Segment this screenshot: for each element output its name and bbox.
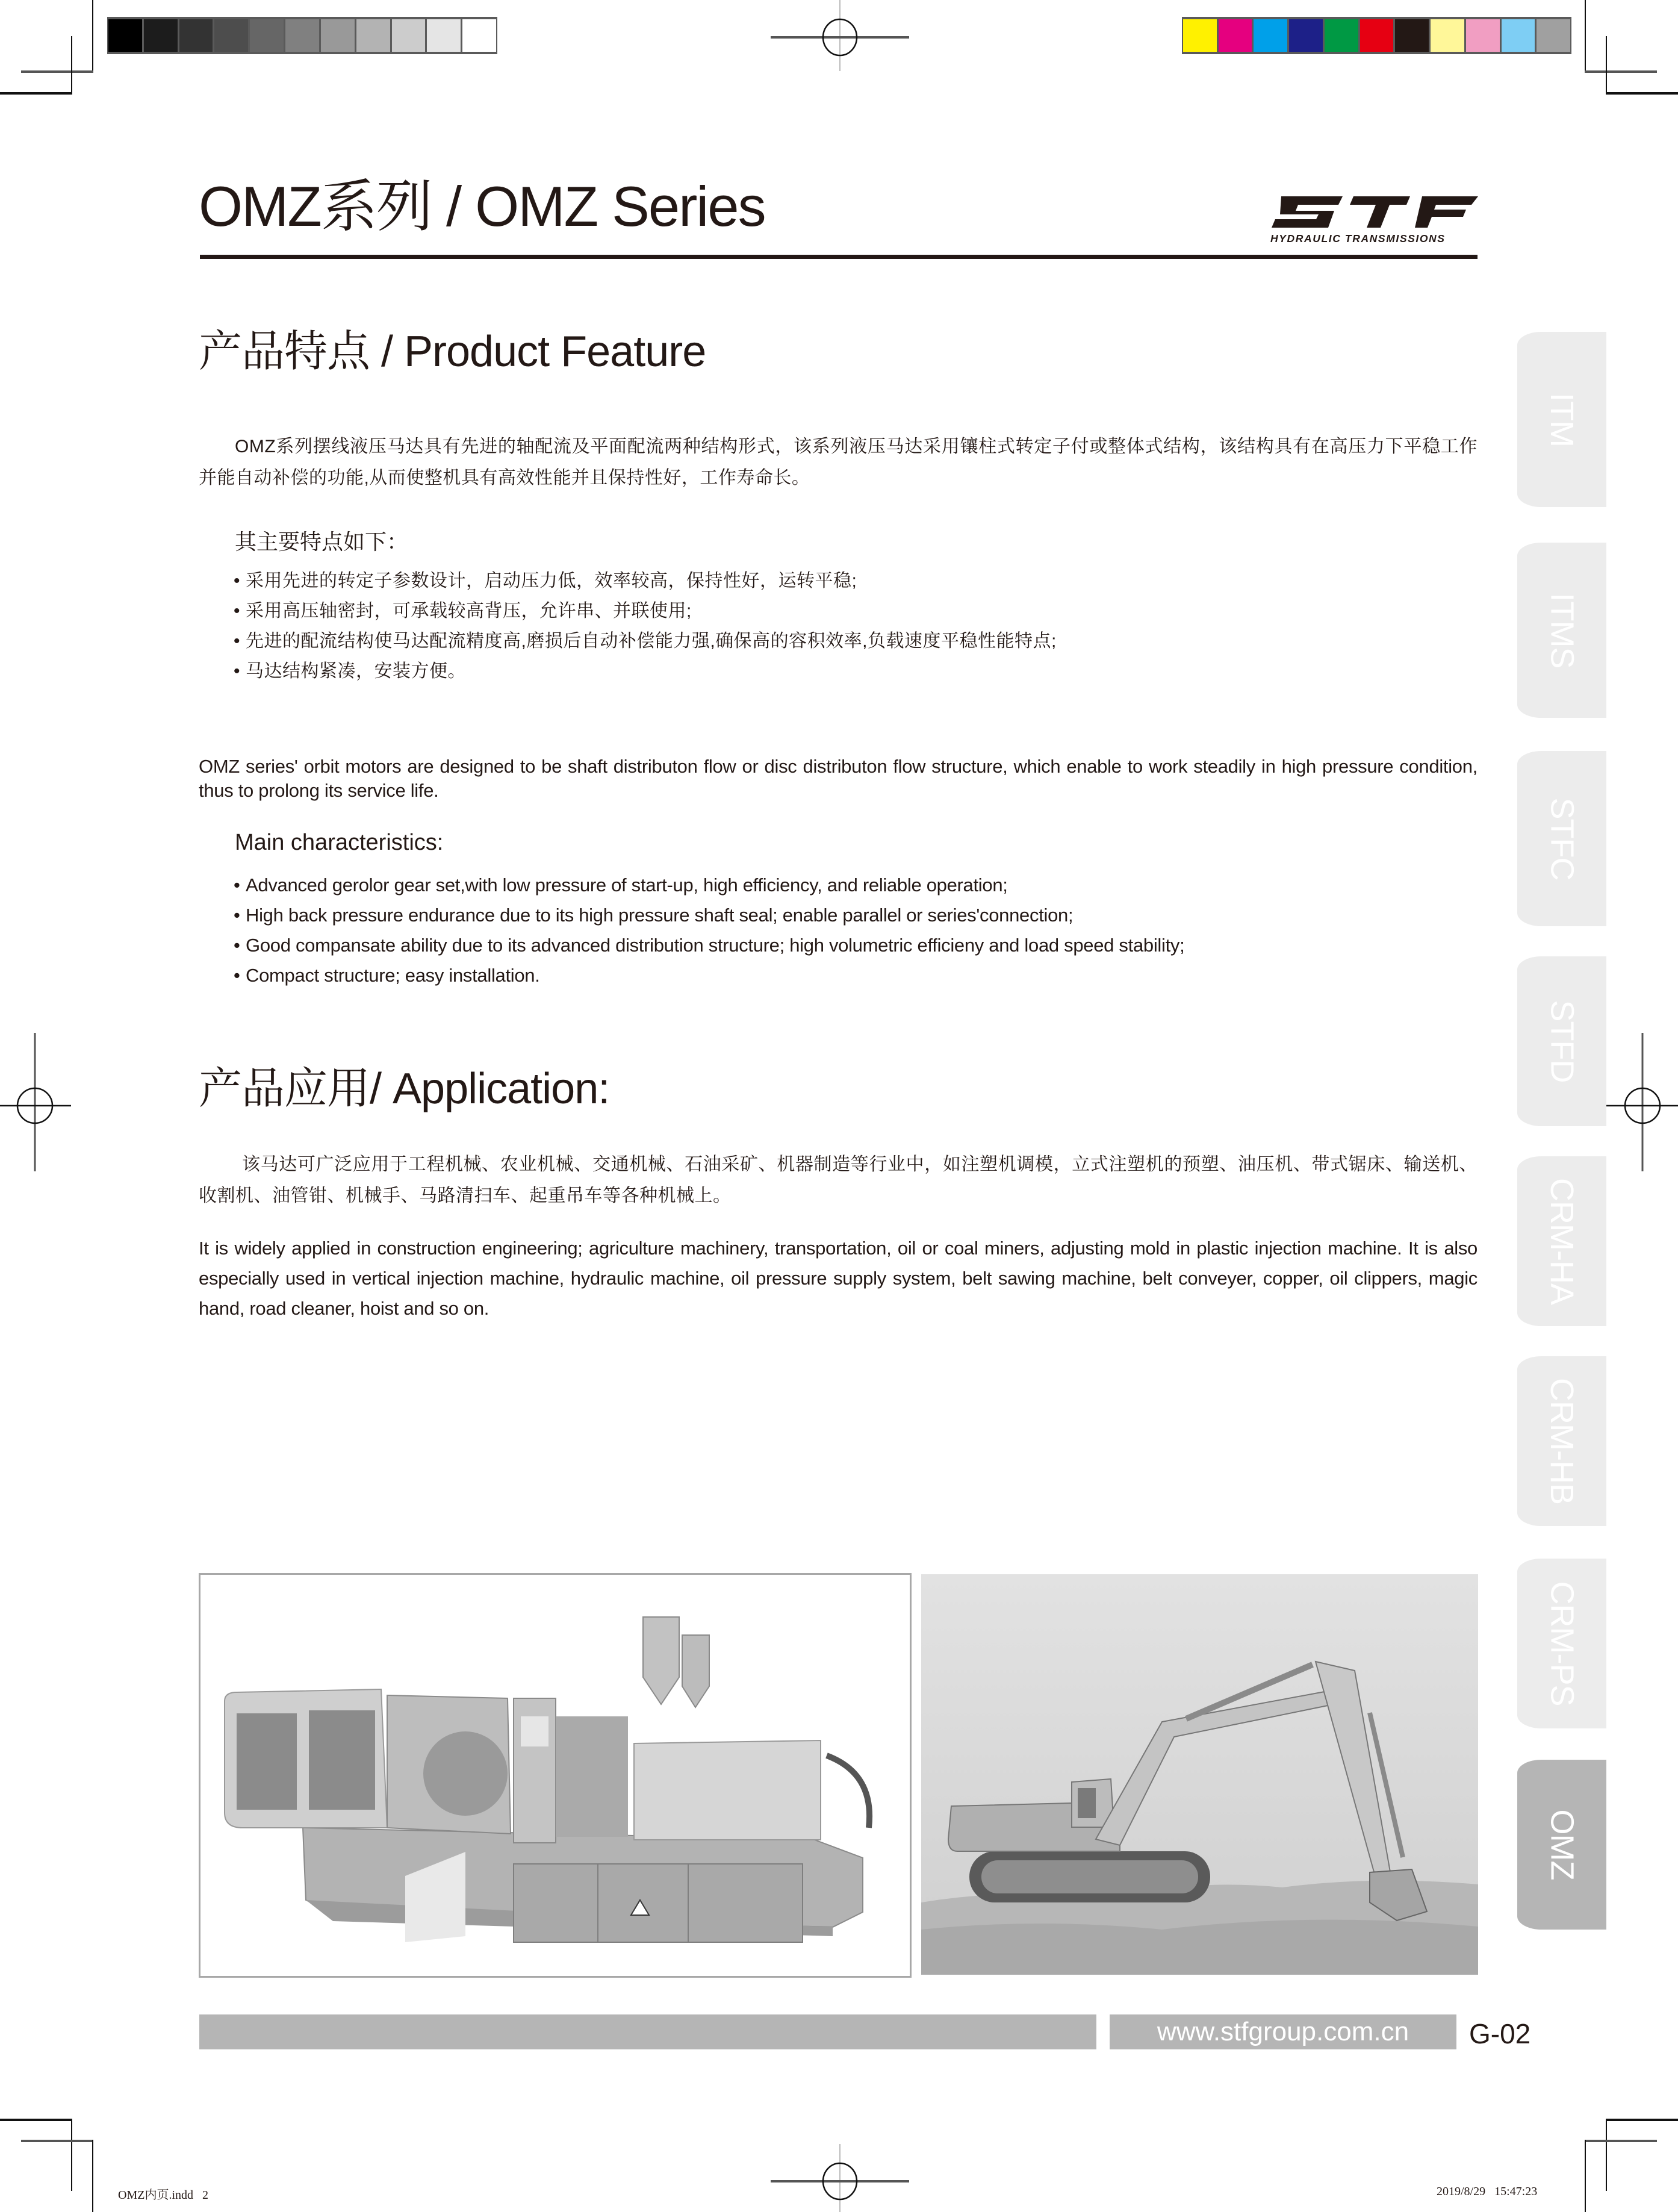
crop-mark: [1606, 36, 1607, 93]
application-heading: 产品应用/ Application:: [199, 1065, 610, 1113]
feature-en-list: [234, 870, 1438, 991]
list-item: • 采用先进的转定子参数设计，启动压力低，效率较高，保持性好，运转平稳;: [234, 566, 1438, 596]
crop-mark: [1606, 92, 1678, 95]
list-item: • Compact structure; easy installation.: [234, 961, 1438, 991]
page-title: OMZ系列 / OMZ Series: [199, 175, 765, 238]
stf-logo: [1270, 192, 1478, 246]
list-item: • Advanced gerolor gear set,with low pressure of start-up, high efficiency, and reliable operation;: [234, 870, 1438, 900]
injection-machine-image: [199, 1573, 912, 1978]
registration-mark-top: [765, 0, 915, 75]
process-color-bar: [1182, 17, 1571, 54]
color-swatch: [1254, 19, 1287, 52]
crop-mark: [1585, 2140, 1657, 2142]
grayscale-color-bar: [107, 17, 497, 54]
registration-mark-left: [0, 1033, 72, 1171]
gray-swatch: [214, 19, 248, 52]
crop-mark: [71, 2119, 72, 2191]
application-cn-text: 该马达可广泛应用于工程机械、农业机械、交通机械、石油采矿、机器制造等行业中，如注塑机调模，立式注塑机的预塑、油压机、带式锯床、输送机、收割机、油管钳、机械手、马路清扫车、起重吊车等各种机械上。: [199, 1154, 1478, 1206]
color-swatch: [1431, 19, 1464, 52]
application-en-text: It is widely applied in construction engineering; agriculture machinery, transportation, oil or coal miners, adjusting mold in plastic injection machine. It is also especially used in vertical injection machine, hydraulic machine, oil pressure supply system, belt sawing machine, belt conveyer, copper, oil clippers, magic hand, road cleaner, hoist and so on.: [199, 1238, 1478, 1319]
timestamp-slug: 2019/8/29 15:47:23: [1437, 2185, 1538, 2198]
gray-swatch: [321, 19, 355, 52]
file-slug: OMZ内页.indd 2: [118, 2189, 208, 2202]
gray-swatch: [144, 19, 178, 52]
color-swatch: [1395, 19, 1429, 52]
gray-swatch: [179, 19, 213, 52]
logo-tagline: HYDRAULIC TRANSMISSIONS: [1270, 232, 1446, 245]
side-tab-label: STFC: [1544, 797, 1580, 880]
color-swatch: [1325, 19, 1358, 52]
crop-mark: [21, 70, 93, 73]
side-tab-stfd[interactable]: [1517, 956, 1606, 1126]
crop-mark: [71, 36, 72, 93]
side-tab-label: ITM: [1543, 392, 1580, 447]
feature-cn-intro: OMZ系列摆线液压马达具有先进的轴配流及平面配流两种结构形式，该系列液压马达采用镶柱式转定子付或整体式结构，该结构具有在高压力下平稳工作并能自动补偿的功能,从而使整机具有高效性能并且保持性好，工作寿命长。: [199, 437, 1478, 488]
excavator-image: [921, 1574, 1478, 1975]
color-swatch: [1183, 19, 1217, 52]
website-link[interactable]: www.stfgroup.com.cn: [1110, 2014, 1456, 2049]
gray-swatch: [108, 19, 142, 52]
color-swatch: [1360, 19, 1394, 52]
side-tab-label: OMZ: [1543, 1809, 1580, 1880]
feature-cn-subheading: 其主要特点如下：: [235, 529, 409, 554]
side-tab-label: CRM-HB: [1544, 1378, 1580, 1504]
gray-swatch: [285, 19, 319, 52]
gray-swatch: [462, 19, 496, 52]
list-item: • Good compansate ability due to its advanced distribution structure; high volumetric efficieny and load speed stability;: [234, 930, 1438, 961]
gray-swatch: [427, 19, 461, 52]
crop-mark: [92, 0, 93, 71]
crop-mark: [21, 2140, 93, 2142]
color-swatch: [1289, 19, 1323, 52]
feature-en-intro: OMZ series' orbit motors are designed to be shaft distributon flow or disc distributon flow structure, which enable to work steadily in high pressure condition, thus to prolong its service life.: [199, 756, 1478, 801]
crop-mark: [1606, 2119, 1678, 2121]
side-tab-label: STFD: [1544, 1000, 1580, 1083]
list-item: • 先进的配流结构使马达配流精度高,磨损后自动补偿能力强,确保高的容积效率,负载速度平稳性能特点;: [234, 626, 1438, 656]
list-item: • 马达结构紧凑，安装方便。: [234, 656, 1438, 687]
crop-mark: [0, 2119, 72, 2121]
footer-bar: [199, 2014, 1096, 2049]
side-tab-itms[interactable]: [1517, 543, 1606, 718]
registration-mark-bottom: [765, 2144, 915, 2212]
side-tab-label: CRM-HA: [1544, 1178, 1580, 1304]
side-tab-crm-ps[interactable]: [1517, 1559, 1606, 1728]
title-divider: [200, 255, 1478, 259]
color-swatch: [1219, 19, 1252, 52]
side-tab-crm-ha[interactable]: [1517, 1156, 1606, 1326]
crop-mark: [1585, 0, 1586, 71]
feature-heading: 产品特点 / Product Feature: [199, 328, 706, 376]
list-item: • High back pressure endurance due to its high pressure shaft seal; enable parallel or series'connection;: [234, 900, 1438, 930]
crop-mark: [0, 92, 72, 95]
crop-mark: [1585, 2140, 1586, 2212]
side-tab-itm[interactable]: [1517, 332, 1606, 507]
gray-swatch: [250, 19, 284, 52]
crop-mark: [1606, 2119, 1607, 2191]
side-tab-label: CRM-PS: [1544, 1581, 1580, 1706]
page-number: G-02: [1469, 2018, 1531, 2049]
color-swatch: [1466, 19, 1500, 52]
feature-cn-list: [234, 566, 1438, 687]
color-swatch: [1537, 19, 1570, 52]
gray-swatch: [392, 19, 426, 52]
gray-swatch: [356, 19, 390, 52]
side-tab-omz[interactable]: [1517, 1760, 1606, 1930]
side-tab-label: ITMS: [1544, 593, 1580, 668]
side-tab-crm-hb[interactable]: [1517, 1356, 1606, 1526]
side-tab-stfc[interactable]: [1517, 751, 1606, 926]
list-item: • 采用高压轴密封，可承载较高背压，允许串、并联使用;: [234, 596, 1438, 626]
crop-mark: [92, 2140, 93, 2212]
color-swatch: [1502, 19, 1535, 52]
registration-mark-right: [1606, 1033, 1678, 1171]
feature-en-subheading: Main characteristics:: [235, 830, 444, 855]
crop-mark: [1585, 70, 1657, 73]
